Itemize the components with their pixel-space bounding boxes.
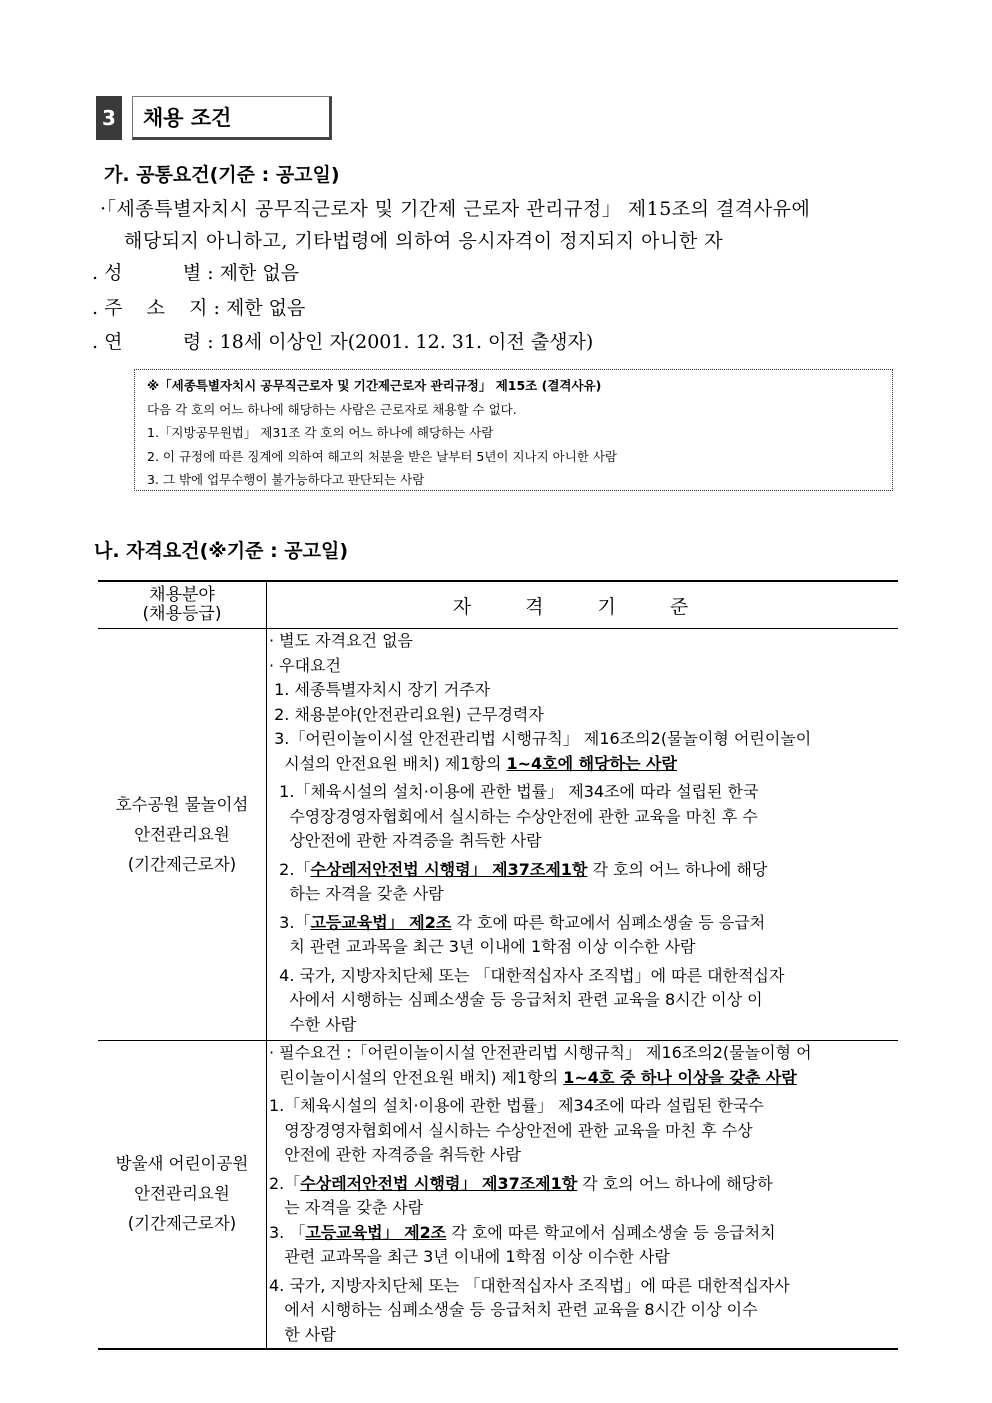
- table-row: [98, 629, 898, 1041]
- qualification-table: [98, 580, 898, 1350]
- notice-title: ※「세종특별자치시 공무직근로자 및 기간제근로자 관리규정」 제15조 (결격사유): [147, 378, 602, 393]
- disqualification-notice: [134, 369, 893, 491]
- criteria-line: [269, 752, 894, 777]
- criteria-line: 상안전에 관한 자격증을 취득한 사람: [269, 831, 542, 850]
- common-item1-line2: 해당되지 아니하고, 기타법령에 의하여 응시자격이 정지되지 아니한 자: [124, 230, 724, 252]
- category-line: (기간제근로자): [127, 854, 237, 874]
- criteria-emphasis: 고등교육법」 제2조: [305, 1222, 447, 1242]
- category-line: 호수공원 물놀이섬: [115, 794, 249, 814]
- criteria-emphasis: 1~4호 중 하나 이상을 갖춘 사람: [563, 1067, 797, 1087]
- notice-item: 1.「지방공무원법」 제31조 각 호의 어느 하나에 해당하는 사람: [147, 425, 494, 440]
- criteria-line: 1.「체육시설의 설치·이용에 관한 법률」 제34조에 따라 설립된 한국수: [269, 1096, 764, 1115]
- criteria-line: 3.「어린이놀이시설 안전관리법 시행규칙」 제16조의2(물놀이형 어린이놀이: [269, 729, 812, 748]
- criteria-text: 3.「: [269, 912, 311, 932]
- age-requirement: . 연 령 : 18세 이상인 자(2001. 12. 31. 이전 출생자): [92, 331, 594, 353]
- common-item1-line1: ·「세종특별자치시 공무직근로자 및 기간제 근로자 관리규정」 제15조의 결격사유에: [100, 198, 811, 220]
- address-requirement: . 주 소 지 : 제한 없음: [92, 297, 306, 319]
- row1-criteria: [267, 629, 899, 1041]
- criteria-text: 린이놀이시설의 안전요원 배치) 제1항의: [269, 1067, 564, 1087]
- section-number: 3: [96, 96, 122, 140]
- criteria-text: 각 호의 어느 하나에 해당하: [577, 1173, 773, 1193]
- section-header: [96, 96, 332, 144]
- criteria-line: 영장경영자협회에서 실시하는 수상안전에 관한 교육을 마친 후 수상: [269, 1120, 753, 1140]
- notice-item: 2. 이 규정에 따른 징계에 의하여 해고의 처분을 받은 날부터 5년이 지나지 아니한 사람: [147, 448, 618, 464]
- criteria-text: 2.「: [269, 859, 311, 879]
- category-line: (기간제근로자): [127, 1214, 237, 1234]
- criteria-line: 수한 사람: [269, 1014, 357, 1034]
- header-field-line2: (채용등급): [142, 604, 222, 624]
- criteria-line: [269, 1172, 894, 1197]
- notice-intro: 다음 각 호의 어느 하나에 해당하는 사람은 근로자로 채용할 수 없다.: [147, 401, 517, 417]
- criteria-line: [269, 1066, 894, 1091]
- criteria-line: 하는 자격을 갖춘 사람: [269, 884, 444, 903]
- header-field: [98, 581, 267, 629]
- criteria-line: [269, 1221, 894, 1246]
- criteria-line: · 별도 자격요건 없음: [269, 631, 413, 650]
- criteria-line: 4. 국가, 지방자치단체 또는 「대한적십자사 조직법」에 따른 대한적십자: [269, 965, 785, 985]
- criteria-line: 수영장경영자협회에서 실시하는 수상안전에 관한 교육을 마친 후 수: [269, 806, 758, 826]
- criteria-line: 관련 교과목을 최근 3년 이내에 1학점 이상 이수한 사람: [269, 1247, 670, 1266]
- row2-criteria: [267, 1041, 899, 1349]
- section-title: 채용 조건: [132, 96, 332, 140]
- header-criteria: 자 격 기 준: [267, 581, 899, 629]
- criteria-text: 2.「: [269, 1173, 301, 1193]
- criteria-line: 1. 세종특별자치시 장기 거주자: [269, 680, 491, 699]
- criteria-line: 안전에 관한 자격증을 취득한 사람: [269, 1145, 521, 1164]
- criteria-emphasis: 고등교육법」 제2조: [310, 912, 452, 932]
- criteria-emphasis: 1~4호에 해당하는 사람: [506, 753, 677, 773]
- criteria-line: 1.「체육시설의 설치·이용에 관한 법률」 제34조에 따라 설립된 한국: [269, 782, 759, 801]
- criteria-text: 시설의 안전요원 배치) 제1항의: [269, 753, 507, 773]
- criteria-line: 는 자격을 갖춘 사람: [269, 1198, 424, 1217]
- notice-item: 3. 그 밖에 업무수행이 불가능하다고 판단되는 사람: [147, 472, 425, 487]
- header-field-line1: 채용분야: [149, 585, 215, 605]
- criteria-line: [269, 858, 894, 883]
- criteria-line: 4. 국가, 지방자치단체 또는 「대한적십자사 조직법」에 따른 대한적십자사: [269, 1275, 790, 1295]
- criteria-line: 한 사람: [269, 1324, 336, 1344]
- category-line: 안전관리요원: [134, 824, 230, 844]
- row1-category: [98, 629, 267, 1041]
- criteria-line: · 우대요건: [269, 655, 341, 675]
- table-row: [98, 1041, 898, 1349]
- criteria-text: 3. 「: [269, 1222, 306, 1242]
- gender-requirement: . 성 별 : 제한 없음: [92, 262, 300, 284]
- criteria-text: 각 호의 어느 하나에 해당: [587, 859, 768, 879]
- criteria-line: · 필수요건 :「어린이놀이시설 안전관리법 시행규칙」 제16조의2(물놀이형 어: [269, 1043, 812, 1062]
- common-requirements-heading: 가. 공통요건(기준 : 공고일): [104, 164, 340, 186]
- criteria-emphasis: 수상레저안전법 시행령」 제37조제1항: [300, 1173, 578, 1193]
- category-line: 방울새 어린이공원: [115, 1154, 249, 1174]
- criteria-line: 치 관련 교과목을 최근 3년 이내에 1학점 이상 이수한 사람: [269, 937, 696, 956]
- criteria-text: 각 호에 따른 학교에서 심폐소생술 등 응급처: [451, 912, 766, 932]
- criteria-line: 에서 시행하는 심폐소생술 등 응급처치 관련 교육을 8시간 이상 이수: [269, 1300, 758, 1319]
- row2-category: [98, 1041, 267, 1349]
- table-header-row: [98, 581, 898, 629]
- criteria-line: [269, 911, 894, 936]
- qualification-heading: 나. 자격요건(※기준 : 공고일): [94, 540, 349, 562]
- criteria-text: 각 호에 따른 학교에서 심폐소생술 등 응급처치: [446, 1222, 776, 1242]
- criteria-line: 사에서 시행하는 심폐소생술 등 응급처치 관련 교육을 8시간 이상 이: [269, 990, 763, 1009]
- criteria-emphasis: 수상레저안전법 시행령」 제37조제1항: [310, 859, 588, 879]
- category-line: 안전관리요원: [134, 1184, 230, 1204]
- criteria-line: 2. 채용분야(안전관리요원) 근무경력자: [269, 704, 544, 724]
